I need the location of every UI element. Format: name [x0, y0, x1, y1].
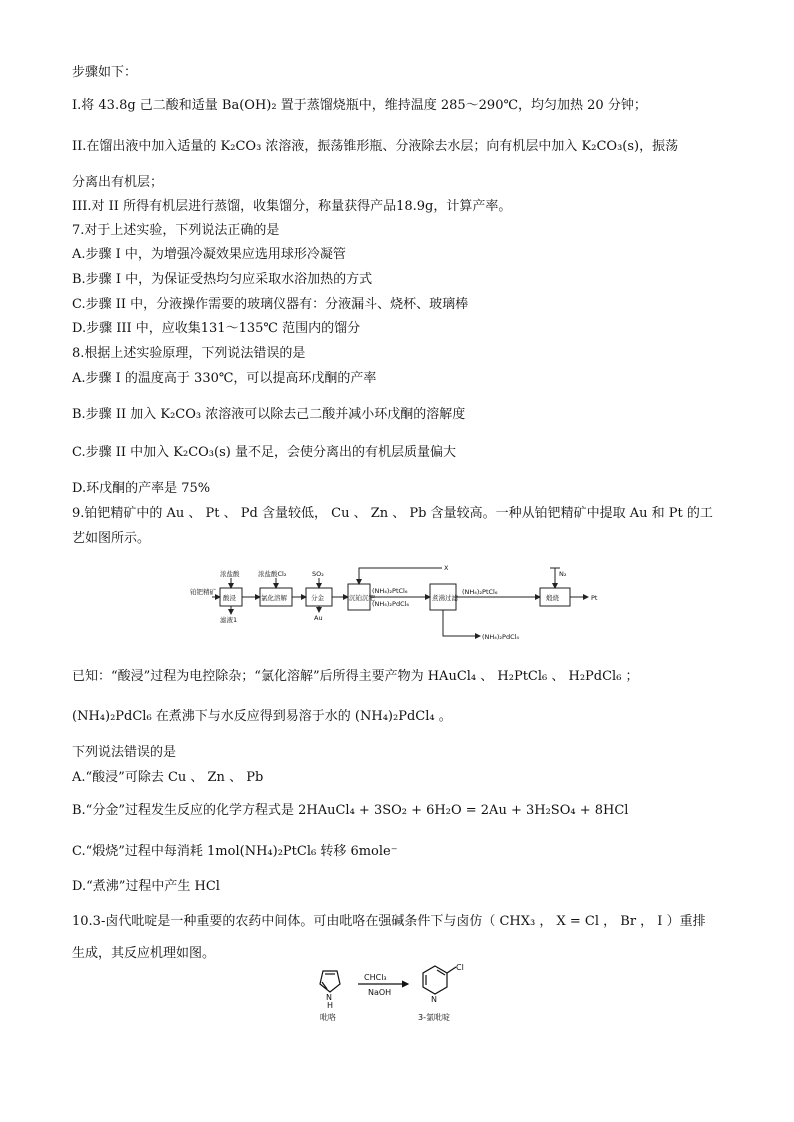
pyridine-n-label: N — [431, 995, 437, 1004]
flow-gas-n2: N₂ — [559, 570, 567, 578]
product-name: 3-氯吡啶 — [418, 1013, 450, 1022]
flow-mid-1: (NH₄)₂PtCl₆ — [372, 587, 408, 595]
q9-option-d: D.“煮沸”过程中产生 HCl — [72, 879, 220, 894]
q8-option-a: A.步骤 I 的温度高于 330℃，可以提高环戊酮的产率 — [72, 371, 377, 386]
flow-product-au: Au — [314, 614, 323, 622]
q10-stem-line1: 10.3-卤代吡啶是一种重要的农药中间体。可由吡咯在强碱条件下与卤仿（ CHX₃ ， X = Cl ， Br ， I ）重排 — [72, 914, 706, 929]
flow-box-1-label: 酸浸 — [223, 594, 236, 602]
q8-option-d: D.环戊酮的产率是 75% — [72, 481, 211, 496]
flow-product-pt: Pt — [591, 594, 598, 602]
step-2-line1: II.在馏出液中加入适量的 K₂CO₃ 浓溶液，振荡锥形瓶、分液除去水层；向有机层中加入 K₂CO₃(s)，振荡 — [72, 139, 679, 154]
q9-option-a: A.“酸浸”可除去 Cu 、 Zn 、 Pb — [72, 770, 264, 785]
pyridine-ring — [423, 966, 447, 994]
q7-option-d: D.步骤 III 中，应收集131～135℃ 范围内的馏分 — [72, 321, 361, 336]
q10-stem-line2: 生成，其反应机理如图。 — [72, 946, 216, 961]
q9-known-line1: 已知：“酸浸”过程为电控除杂；“氯化溶解”后所得主要产物为 HAuCl₄ 、 H₂PtCl₆ 、 H₂PdCl₆ ； — [72, 669, 639, 684]
flow-mid-3: (NH₄)₂PtCl₆ — [462, 588, 498, 596]
q9-stem-line2: 艺如图所示。 — [72, 531, 151, 546]
q7-option-a: A.步骤 I 中，为增强冷凝效果应选用球形冷凝管 — [72, 247, 346, 262]
flow-reagent-3: SO₂ — [312, 570, 324, 578]
step-1: I.将 43.8g 己二酸和适量 Ba(OH)₂ 置于蒸馏烧瓶中，维持温度 285～290℃，均匀加热 20 分钟； — [72, 98, 647, 113]
q9-option-c: C.“煅烧”过程中每消耗 1mol(NH₄)₂PtCl₆ 转移 6mole⁻ — [72, 844, 398, 859]
q9-ask: 下列说法错误的是 — [72, 745, 177, 760]
step-3: III.对 II 所得有机层进行蒸馏，收集馏分，称量获得产品18.9g，计算产率。 — [72, 199, 512, 214]
flow-box-4-label: 沉铂沉钯 — [349, 594, 375, 602]
reagent-chcl3: CHCl₃ — [364, 973, 387, 982]
q7-option-c: C.步骤 II 中，分液操作需要的玻璃仪器有：分液漏斗、烧杯、玻璃棒 — [72, 297, 469, 312]
q8-option-c: C.步骤 II 中加入 K₂CO₃(s) 量不足，会使分离出的有机层质量偏大 — [72, 445, 456, 460]
reaction-scheme — [300, 962, 490, 1024]
q8-stem: 8.根据上述实验原理，下列说法错误的是 — [72, 346, 306, 361]
flow-reagent-2: 浓盐酸Cl₂ — [258, 570, 287, 578]
step-2-line2: 分离出有机层； — [72, 175, 164, 190]
flow-reagent-x: X — [444, 564, 449, 572]
flow-box-5-label: 煮沸过滤 — [432, 594, 458, 602]
flow-box-6-label: 煅烧 — [546, 594, 559, 602]
reagent-naoh: NaOH — [368, 988, 392, 997]
flow-box-2-label: 氯化溶解 — [261, 594, 287, 602]
intro-text: 步骤如下： — [72, 65, 138, 80]
flow-reagent-1: 浓盐酸 — [220, 570, 240, 578]
q9-stem-line1: 9.铂钯精矿中的 Au 、 Pt 、 Pd 含量较低， Cu 、 Zn 、 Pb 含量较高。一种从铂钯精矿中提取 Au 和 Pt 的工 — [72, 506, 713, 521]
process-flow-diagram — [190, 560, 610, 648]
q7-stem: 7.对于上述实验，下列说法正确的是 — [72, 223, 280, 238]
reactant-name: 吡咯 — [320, 1013, 336, 1022]
q7-option-b: B.步骤 I 中，为保证受热均匀应采取水浴加热的方式 — [72, 272, 373, 287]
q9-known-line2: (NH₄)₂PdCl₆ 在煮沸下与水反应得到易溶于水的 (NH₄)₂PdCl₄ 。 — [72, 709, 452, 724]
product-cl-label: Cl — [456, 963, 464, 972]
q8-option-b: B.步骤 II 加入 K₂CO₃ 浓溶液可以除去己二酸并减小环戊酮的溶解度 — [72, 407, 466, 422]
pyrrole-h-label: H — [327, 1001, 334, 1010]
flow-box-3-label: 分金 — [311, 594, 324, 602]
flow-residue-1: 滤液1 — [220, 616, 238, 624]
q9-option-b: B.“分金”过程发生反应的化学方程式是 2HAuCl₄ + 3SO₂ + 6H₂O = 2Au + 3H₂SO₄ + 8HCl — [72, 803, 629, 818]
flow-feed-label: 铂钯精矿 — [190, 588, 216, 596]
flow-mid-2: (NH₄)₂PdCl₆ — [372, 600, 410, 608]
flow-byproduct: (NH₄)₂PdCl₄ — [482, 633, 520, 641]
pyrrole-n-label: N — [326, 993, 332, 1002]
